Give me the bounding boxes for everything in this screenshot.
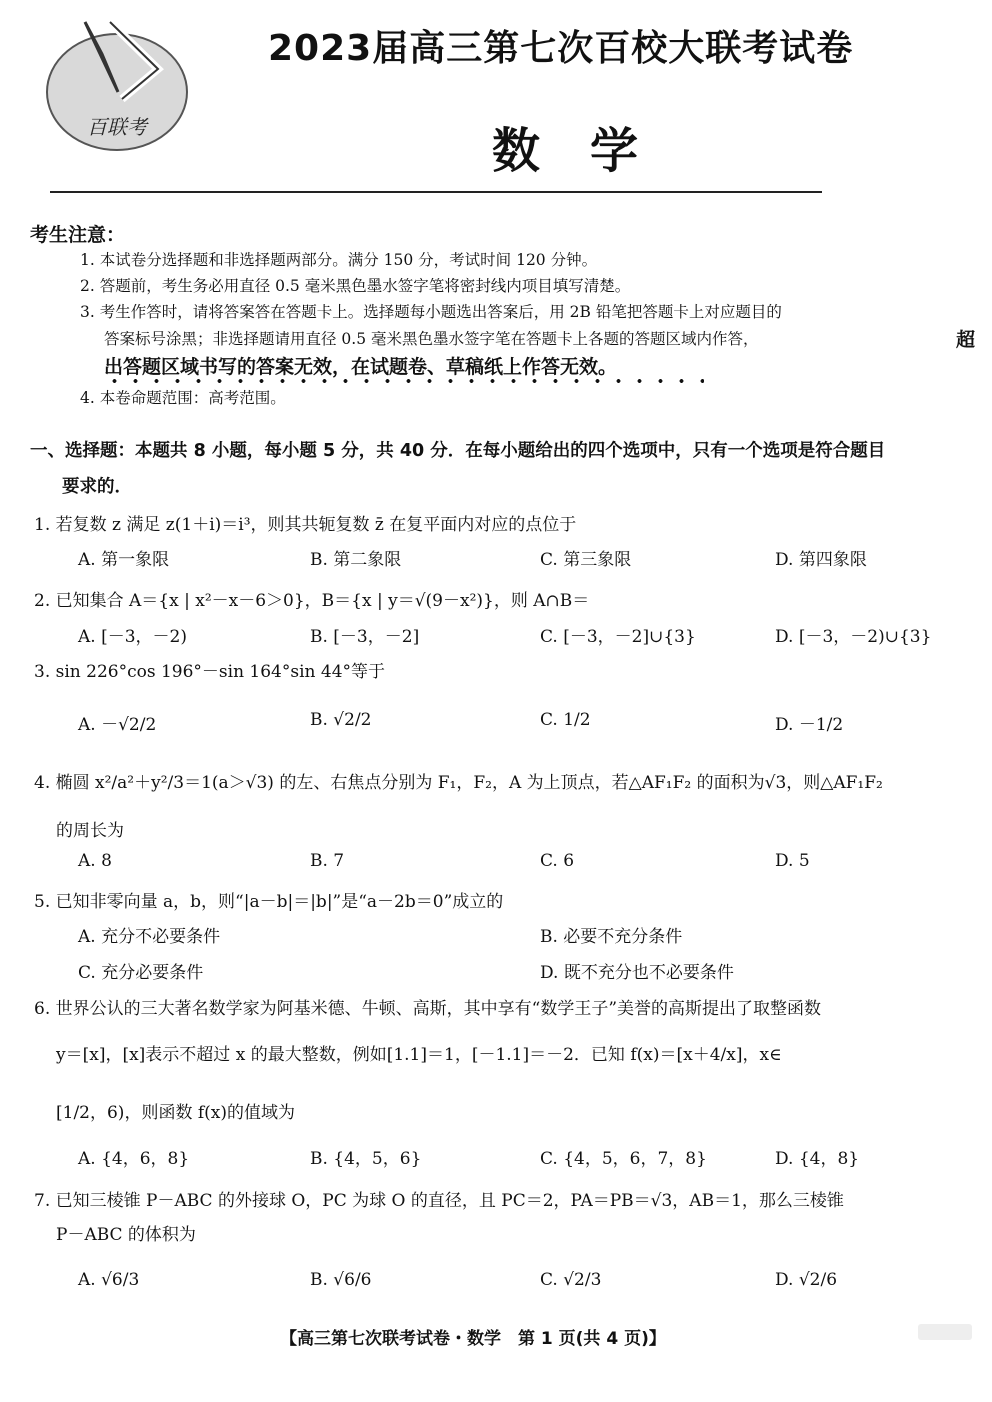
question-7-stem-cont: P－ABC 的体积为	[56, 1225, 196, 1245]
question-2-stem: 2. 已知集合 A＝{x | x²－x－6＞0}，B＝{x | y＝√(9－x²)}，则 A∩B＝	[34, 591, 590, 611]
q6-option-c: C. {4，5，6，7，8}	[540, 1149, 707, 1169]
q3-option-c: C. 1/2	[540, 710, 591, 730]
question-6-stem-cont-2: [1/2，6)，则函数 f(x)的值域为	[56, 1103, 295, 1123]
q7-option-a: A. √6/3	[78, 1270, 140, 1290]
q7-option-d: D. √2/6	[775, 1270, 838, 1290]
header-divider	[50, 191, 822, 193]
subject-title: 数学	[492, 123, 689, 179]
question-4-stem-cont: 的周长为	[56, 821, 124, 841]
question-7-stem: 7. 已知三棱锥 P－ABC 的外接球 O，PC 为球 O 的直径，且 PC＝2，PA＝PB＝√3，AB＝1，那么三棱锥	[34, 1191, 844, 1211]
q5-option-c: C. 充分必要条件	[78, 963, 204, 983]
notice-item-2: 2. 答题前，考生务必用直径 0.5 毫米黑色墨水签字笔将密封线内项目填写清楚。	[80, 277, 631, 295]
notice-bold-line: 出答题区域书写的答案无效，在试题卷、草稿纸上作答无效。	[104, 356, 618, 378]
notice-item-4: 4. 本卷命题范围：高考范围。	[80, 389, 286, 407]
question-1-stem: 1. 若复数 z 满足 z(1＋i)＝i³，则其共轭复数 z̄ 在复平面内对应的点位于	[34, 515, 577, 535]
question-3-stem: 3. sin 226°cos 196°－sin 164°sin 44°等于	[34, 662, 386, 682]
notice-item-3: 3. 考生作答时，请将答案答在答题卡上。选择题每小题选出答案后，用 2B 铅笔把答题卡上对应题目的	[80, 303, 782, 321]
q3-option-d: D. －1/2	[775, 715, 844, 735]
exam-title: 2023届高三第七次百校大联考试卷	[268, 28, 854, 69]
scan-artifact	[918, 1324, 972, 1340]
question-4-stem: 4. 椭圆 x²/a²＋y²/3＝1(a＞√3) 的左、右焦点分别为 F₁，F₂，A 为上顶点，若△AF₁F₂ 的面积为√3，则△AF₁F₂	[34, 773, 883, 793]
q2-option-d: D. [－3，－2)∪{3}	[775, 627, 932, 647]
q5-option-a: A. 充分不必要条件	[78, 927, 221, 947]
exam-logo	[40, 14, 190, 154]
notice-item-1: 1. 本试卷分选择题和非选择题两部分。满分 150 分，考试时间 120 分钟。	[80, 251, 598, 269]
q2-option-a: A. [－3，－2)	[78, 627, 187, 647]
q1-option-b: B. 第二象限	[310, 550, 402, 570]
q1-option-c: C. 第三象限	[540, 550, 632, 570]
q7-option-b: B. √6/6	[310, 1270, 372, 1290]
q4-option-b: B. 7	[310, 851, 345, 871]
emphasis-dots	[104, 378, 704, 384]
question-6-stem: 6. 世界公认的三大著名数学家为阿基米德、牛顿、高斯，其中享有“数学王子”美誉的高斯提出了取整函数	[34, 999, 822, 1019]
q3-option-a: A. －√2/2	[78, 715, 157, 735]
q1-option-d: D. 第四象限	[775, 550, 867, 570]
q4-option-a: A. 8	[78, 851, 112, 871]
notice-heading: 考生注意：	[30, 224, 126, 246]
q5-option-b: B. 必要不充分条件	[540, 927, 683, 947]
q7-option-c: C. √2/3	[540, 1270, 602, 1290]
section-heading: 一、选择题：本题共 8 小题，每小题 5 分，共 40 分．在每小题给出的四个选项中，只有一个选项是符合题目	[30, 441, 886, 461]
section-heading-cont: 要求的．	[62, 477, 132, 497]
q6-option-a: A. {4，6，8}	[78, 1149, 190, 1169]
q4-option-c: C. 6	[540, 851, 575, 871]
q6-option-d: D. {4，8}	[775, 1149, 860, 1169]
question-6-stem-cont-1: y＝[x]，[x]表示不超过 x 的最大整数，例如[1.1]＝1，[－1.1]＝－2．已知 f(x)＝[x＋4/x]，x∈	[56, 1045, 782, 1065]
q6-option-b: B. {4，5，6}	[310, 1149, 422, 1169]
notice-item-3-cont: 答案标号涂黑；非选择题请用直径 0.5 毫米黑色墨水签字笔在答题卡上各题的答题区域内作答，	[104, 330, 759, 348]
question-5-stem: 5. 已知非零向量 a，b，则“|a－b|＝|b|”是“a－2b＝0”成立的	[34, 892, 504, 912]
q2-option-b: B. [－3，－2]	[310, 627, 420, 647]
q2-option-c: C. [－3，－2]∪{3}	[540, 627, 696, 647]
logo-text: 百联考	[87, 115, 147, 139]
q4-option-d: D. 5	[775, 851, 810, 871]
q1-option-a: A. 第一象限	[78, 550, 170, 570]
q5-option-d: D. 既不充分也不必要条件	[540, 963, 734, 983]
q3-option-b: B. √2/2	[310, 710, 372, 730]
page-footer: 【高三第七次联考试卷・数学 第 1 页(共 4 页)】	[280, 1329, 666, 1349]
notice-bold-tail: 超	[956, 329, 976, 351]
